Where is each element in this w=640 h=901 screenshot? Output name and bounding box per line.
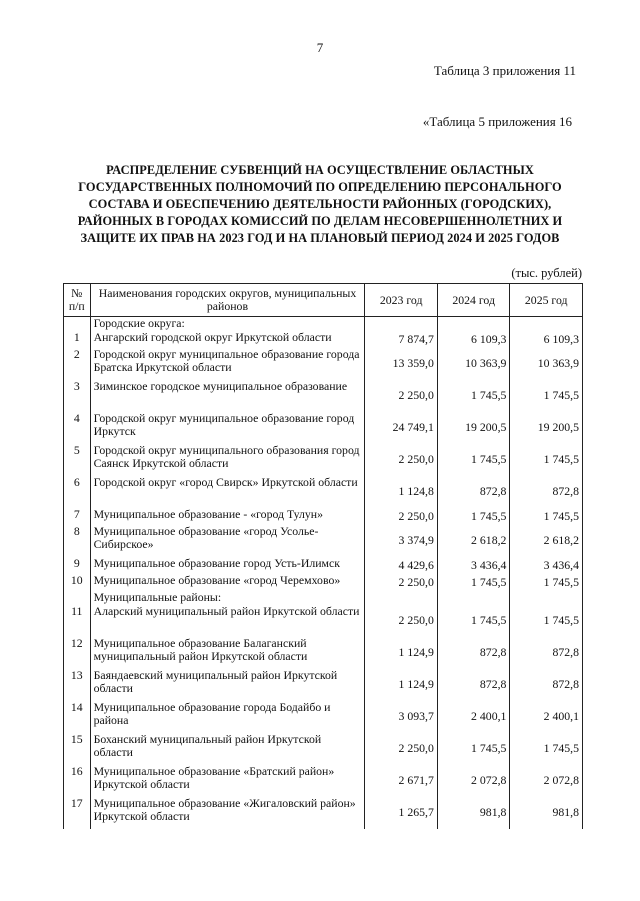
row-name: Муниципальное образование город Усть-Илимск — [90, 557, 365, 574]
value-2023: 1 265,7 — [365, 797, 438, 829]
table-row — [64, 380, 583, 412]
value-2025: 872,8 — [510, 669, 583, 701]
title-line: СОСТАВА И ОБЕСПЕЧЕНИЮ ДЕЯТЕЛЬНОСТИ РАЙОННЫХ (ГОРОДСКИХ), — [88, 197, 552, 211]
group-row-city — [64, 317, 583, 331]
units-label: (тыс. рублей) — [511, 266, 582, 280]
table-row — [64, 508, 583, 525]
table-reference-2: «Таблица 5 приложения 16 — [422, 114, 572, 129]
row-number: 1 — [64, 331, 91, 348]
table-row — [64, 444, 583, 476]
value-2025: 872,8 — [510, 476, 583, 508]
row-number: 15 — [64, 733, 91, 765]
document-title — [70, 162, 570, 247]
value-2024: 1 745,5 — [437, 733, 510, 765]
value-2025: 981,8 — [510, 797, 583, 829]
row-name: Муниципальное образование «Братский район» Иркутской области — [90, 765, 365, 797]
row-number: 8 — [64, 525, 91, 557]
table-row — [64, 348, 583, 380]
row-name: Боханский муниципальный район Иркутской области — [90, 733, 365, 765]
value-2024: 19 200,5 — [437, 412, 510, 444]
row-number: 5 — [64, 444, 91, 476]
value-2024: 6 109,3 — [437, 331, 510, 348]
value-2023: 3 093,7 — [365, 701, 438, 733]
value-2025: 19 200,5 — [510, 412, 583, 444]
value-2023: 2 250,0 — [365, 380, 438, 412]
value-2025: 3 436,4 — [510, 557, 583, 574]
table-row — [64, 525, 583, 557]
value-2025: 2 072,8 — [510, 765, 583, 797]
group-label-city: Городские округа: — [90, 317, 365, 331]
header-2024: 2024 год — [437, 284, 510, 317]
row-name: Городской округ муниципальное образование город Иркутск — [90, 412, 365, 444]
row-number: 12 — [64, 637, 91, 669]
table-row — [64, 331, 583, 348]
header-number: № п/п — [64, 284, 91, 317]
value-2024: 1 745,5 — [437, 574, 510, 591]
table-row — [64, 669, 583, 701]
header-name: Наименования городских округов, муниципальных районов — [90, 284, 365, 317]
table-row — [64, 701, 583, 733]
value-2023: 2 671,7 — [365, 765, 438, 797]
row-number: 13 — [64, 669, 91, 701]
table-row — [64, 765, 583, 797]
row-name: Муниципальное образование города Бодайбо и района — [90, 701, 365, 733]
value-2024: 872,8 — [437, 476, 510, 508]
value-2024: 10 363,9 — [437, 348, 510, 380]
row-name: Муниципальное образование «город Черемхово» — [90, 574, 365, 591]
row-number: 3 — [64, 380, 91, 412]
header-2025: 2025 год — [510, 284, 583, 317]
value-2025: 1 745,5 — [510, 444, 583, 476]
table-body — [64, 317, 583, 829]
value-2024: 981,8 — [437, 797, 510, 829]
value-2023: 2 250,0 — [365, 508, 438, 525]
value-2023: 3 374,9 — [365, 525, 438, 557]
table-row — [64, 605, 583, 637]
value-2023: 4 429,6 — [365, 557, 438, 574]
table-row — [64, 574, 583, 591]
row-number: 14 — [64, 701, 91, 733]
value-2025: 872,8 — [510, 637, 583, 669]
table-row — [64, 476, 583, 508]
row-name: Городской округ муниципальное образование города Братска Иркутской области — [90, 348, 365, 380]
value-2024: 1 745,5 — [437, 444, 510, 476]
value-2023: 13 359,0 — [365, 348, 438, 380]
group-row-district — [64, 591, 583, 605]
table-row — [64, 557, 583, 574]
header-2023: 2023 год — [365, 284, 438, 317]
value-2023: 1 124,9 — [365, 637, 438, 669]
row-number: 6 — [64, 476, 91, 508]
table-reference-1: Таблица 3 приложения 11 — [433, 63, 576, 78]
value-2024: 2 072,8 — [437, 765, 510, 797]
value-2025: 1 745,5 — [510, 508, 583, 525]
row-name: Зиминское городское муниципальное образование — [90, 380, 365, 412]
row-number: 11 — [64, 605, 91, 637]
value-2023: 2 250,0 — [365, 574, 438, 591]
row-name: Городской округ муниципального образования город Саянск Иркутской области — [90, 444, 365, 476]
title-line: РАЙОННЫХ В ГОРОДАХ КОМИССИЙ ПО ДЕЛАМ НЕСОВЕРШЕННОЛЕТНИХ И — [77, 214, 563, 228]
value-2024: 2 400,1 — [437, 701, 510, 733]
value-2024: 2 618,2 — [437, 525, 510, 557]
table-row — [64, 797, 583, 829]
value-2025: 1 745,5 — [510, 380, 583, 412]
value-2024: 872,8 — [437, 637, 510, 669]
value-2025: 1 745,5 — [510, 733, 583, 765]
row-name: Аларский муниципальный район Иркутской области — [90, 605, 365, 637]
row-name: Муниципальное образование «Жигаловский район» Иркутской области — [90, 797, 365, 829]
value-2025: 6 109,3 — [510, 331, 583, 348]
value-2025: 10 363,9 — [510, 348, 583, 380]
table-row — [64, 412, 583, 444]
table-header-row — [64, 284, 583, 317]
value-2023: 2 250,0 — [365, 444, 438, 476]
row-number: 7 — [64, 508, 91, 525]
row-name: Городской округ «город Свирск» Иркутской области — [90, 476, 365, 508]
title-line: РАСПРЕДЕЛЕНИЕ СУБВЕНЦИЙ НА ОСУЩЕСТВЛЕНИЕ ОБЛАСТНЫХ — [106, 163, 534, 177]
page-number: 7 — [316, 40, 324, 55]
value-2024: 1 745,5 — [437, 605, 510, 637]
row-name: Муниципальное образование Балаганский муниципальный район Иркутской области — [90, 637, 365, 669]
value-2023: 1 124,9 — [365, 669, 438, 701]
value-2023: 1 124,8 — [365, 476, 438, 508]
table-row — [64, 733, 583, 765]
value-2023: 24 749,1 — [365, 412, 438, 444]
row-number: 4 — [64, 412, 91, 444]
value-2025: 2 400,1 — [510, 701, 583, 733]
row-number: 9 — [64, 557, 91, 574]
row-number: 10 — [64, 574, 91, 591]
value-2024: 1 745,5 — [437, 380, 510, 412]
row-name: Муниципальное образование - «город Тулун» — [90, 508, 365, 525]
row-number: 17 — [64, 797, 91, 829]
value-2024: 3 436,4 — [437, 557, 510, 574]
value-2024: 1 745,5 — [437, 508, 510, 525]
group-label-district: Муниципальные районы: — [90, 591, 365, 605]
row-number: 16 — [64, 765, 91, 797]
value-2024: 872,8 — [437, 669, 510, 701]
row-name: Баяндаевский муниципальный район Иркутской области — [90, 669, 365, 701]
value-2025: 1 745,5 — [510, 605, 583, 637]
subvention-table — [63, 283, 583, 829]
table-row — [64, 637, 583, 669]
title-line: ЗАЩИТЕ ИХ ПРАВ НА 2023 ГОД И НА ПЛАНОВЫЙ ПЕРИОД 2024 И 2025 ГОДОВ — [80, 231, 560, 245]
value-2025: 2 618,2 — [510, 525, 583, 557]
value-2023: 7 874,7 — [365, 331, 438, 348]
row-name: Ангарский городской округ Иркутской области — [90, 331, 365, 348]
row-number: 2 — [64, 348, 91, 380]
title-line: ГОСУДАРСТВЕННЫХ ПОЛНОМОЧИЙ ПО ОПРЕДЕЛЕНИЮ ПЕРСОНАЛЬНОГО — [78, 180, 562, 194]
value-2023: 2 250,0 — [365, 605, 438, 637]
row-name: Муниципальное образование «город Усолье-Сибирское» — [90, 525, 365, 557]
value-2025: 1 745,5 — [510, 574, 583, 591]
value-2023: 2 250,0 — [365, 733, 438, 765]
